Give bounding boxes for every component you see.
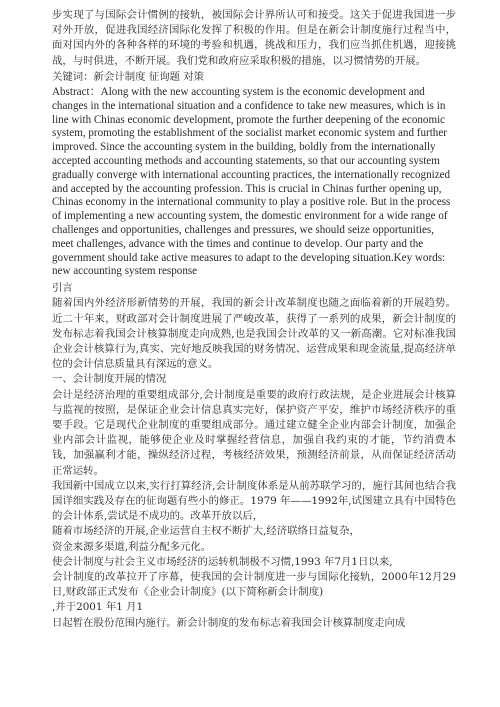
section-1-line-3: 随着市场经济的开展,企业运营自主权不断扩大,经济联络日益复杂， [52,525,360,538]
section-1-line-7: ,并于2001 年1 月1 [52,601,144,614]
document-page [52,8,456,631]
section-1-paragraph-2: 我国新中国成立以来,实行打算经济,会计制度体系是从前苏联学习的，施行其间也结合我国详细实践及存在的征询题有些小的修正。1979 年——1992年,试图建立具有中国特色的会计体系,尝试是不成功的。改革开放以后， [52,479,456,523]
section-heading-introduction: 引言 [52,282,73,295]
intro-paragraph: 步实现了与国际会计惯例的接轨，被国际会计界所认可和接受。这关于促进我国进一步对外开放，促进我国经济国际化发挥了积极的作用。但是在新会计制度施行过程当中，面对国内外的各种各样的环境的考验和机遇，挑战和压力，我们应当抓住机遇，迎接挑战，与时俱进，不断开展。我们党和政府应采取积极的措施，以习惯情势的开展。 [52,9,456,67]
section-1-line-4: 资金来源多渠道,利益分配多元化。 [52,540,212,553]
section-1-line-8: 日起暂在股份范围内施行。新会计制度的发布标志着我国会计核算制度走向成 [52,616,406,629]
section-1-paragraph-1: 会计是经济治理的重要组成部分,会计制度是重要的政府行政法规，是企业进展会计核算与监视的按照，是保证企业会计信息真实完好，保护资产平安，维护市场经济秩序的重要手段。它是现代企业制度的重要组成部分。通过建立健全企业内部会计制度，加强企业内部会计监视，能够使企业及时掌握经营信息，加强自我约束的才能，节约消费本钱，加强赢利才能，操纵经济过程，考核经济效果，预测经济前景，从而保证经济活动正常运转。 [52,388,456,477]
section-heading-1: 一、会计制度开展的情况 [52,373,167,386]
section-1-paragraph-6: 会计制度的改革拉开了序幕，使我国的会计制度进一步与国际化接轨，2000年12月29日,财政部正式发布《企业会计制度》(以下简称新会计制度) [52,571,456,599]
keywords-line: 关键词：新会计制度 征询题 对策 [52,70,205,83]
introduction-paragraph: 随着国内外经济形新情势的开展，我国的新会计改革制度也随之面临着新的开展趋势。近二十年来，财政部对会计制度进展了严峻改革，获得了一系列的成果，新会计制度的发布标志着我国会计核算制度走向成熟,也是我国会计改革的又一新高潮。它对标准我国企业会计核算行为,真实、完好地反映我国的财务情况、运营成果和现金流量,提高经济单位的会计信息质量具有深远的意义。 [52,297,456,371]
abstract-paragraph: Abstract：Along with the new accounting system is the economic development and changes in the international situation and a confidence to take new measures, which is in line with Chinas economic development, promote the further deepening of the economic system, promoting the establishment of the socialist market economic system and further improved. Since the accounting system in the building, boldly from the internationally accepted accounting methods and accounting statements, so that our accounting system gradually converge with international accounting practices, the internationally recognized and accepted by the accounting profession. This is crucial in Chinas further opening up, Chinas economy in the international community to play a positive role. But in the process of implementing a new accounting system, the domestic environment for a wide range of challenges and opportunities, challenges and pressures, we should seize opportunities, meet challenges, advance with the times and continue to develop. Our party and the government should take active measures to adapt to the developing situation.Key words: new accounting system response [52,86,451,278]
section-1-line-5: 使会计制度与社会主义市场经济的运转机制极不习惯,1993 年7月1日以来, [52,555,393,568]
